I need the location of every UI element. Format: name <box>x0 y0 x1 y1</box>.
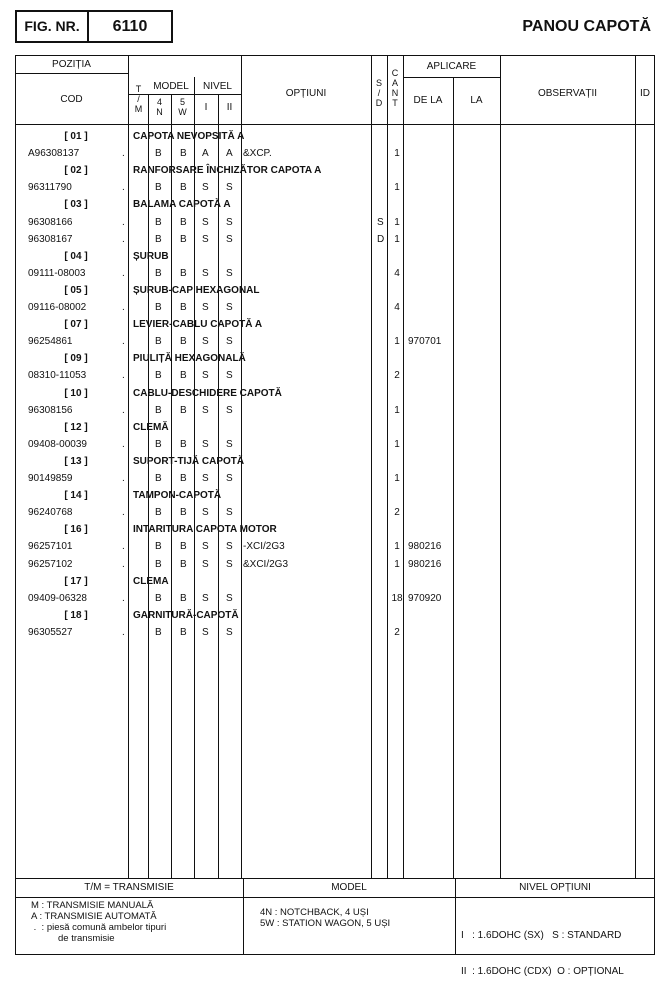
quantity-cell: 1 <box>394 558 400 570</box>
transmission-cell: . <box>122 302 125 313</box>
transmission-cell: . <box>122 336 125 348</box>
page-title: PANOU CAPOTĂ <box>522 18 651 35</box>
nivel-1-cell: S <box>202 592 209 604</box>
transmission-cell: . <box>122 473 125 484</box>
model-5w-cell: B <box>180 267 187 279</box>
group-name: CABLU-DESCHIDERE CAPOTĂ <box>133 387 282 399</box>
part-code: 96308156 <box>28 404 73 416</box>
model-4n-cell: B <box>155 507 162 519</box>
footer-tm-title: T/M = TRANSMISIE <box>84 882 174 893</box>
group-row <box>16 350 654 367</box>
table-row <box>16 538 654 555</box>
quantity-cell: 2 <box>394 507 400 519</box>
quantity-cell: 4 <box>394 302 400 313</box>
group-row <box>16 248 654 265</box>
nivel-2-cell: A <box>226 148 233 160</box>
group-name: CAPOTA NEVOPSITĂ A <box>133 131 245 142</box>
nivel-2-cell: S <box>226 370 233 382</box>
model-5w-cell: B <box>180 404 187 416</box>
part-code: 96257101 <box>28 541 73 553</box>
group-row <box>16 282 654 299</box>
header-pozitia: POZIȚIA <box>52 59 91 70</box>
model-5w-cell: B <box>180 302 187 313</box>
nivel-1-cell: S <box>202 507 209 519</box>
nivel-1-cell: S <box>202 216 209 228</box>
group-name: CLEMA <box>133 575 169 587</box>
group-position: [ 18 ] <box>64 609 88 621</box>
group-name: SUPORT-TIJĂ CAPOTĂ <box>133 455 245 467</box>
nivel-1-cell: S <box>202 404 209 416</box>
group-position: [ 10 ] <box>64 387 88 399</box>
model-4n-cell: B <box>155 336 162 348</box>
model-4n-cell: B <box>155 592 162 604</box>
nivel-1-cell: S <box>202 541 209 553</box>
quantity-cell: 1 <box>394 148 400 160</box>
table-row <box>16 402 654 419</box>
from-date-cell: 980216 <box>408 541 442 553</box>
options-cell: &XCP. <box>243 148 272 160</box>
header-id: ID <box>640 88 650 99</box>
side-cell: D <box>377 233 385 245</box>
group-name: ȘURUB <box>133 250 169 262</box>
model-4n-cell: B <box>155 267 162 279</box>
side-cell: S <box>377 216 384 228</box>
part-code: 09409-06328 <box>28 592 87 604</box>
header-model-5w: 5 W <box>178 97 187 117</box>
group-position: [ 01 ] <box>64 131 88 142</box>
model-4n-cell: B <box>155 541 162 553</box>
group-name: GARNITURĂ-CAPOTĂ <box>133 609 239 621</box>
from-date-cell: 970701 <box>408 336 442 348</box>
nivel-2-cell: S <box>226 438 233 450</box>
group-name: PIULIȚĂ HEXAGONALĂ <box>133 353 246 365</box>
group-row <box>16 316 654 333</box>
part-code: 96308166 <box>28 216 73 228</box>
model-5w-cell: B <box>180 233 187 245</box>
nivel-2-cell: S <box>226 302 233 313</box>
part-code: 90149859 <box>28 473 73 484</box>
nivel-1-cell: A <box>202 148 209 160</box>
group-position: [ 13 ] <box>64 455 88 467</box>
group-row <box>16 196 654 213</box>
group-position: [ 14 ] <box>64 490 88 502</box>
transmission-cell: . <box>122 626 125 638</box>
table-row <box>16 333 654 350</box>
model-4n-cell: B <box>155 473 162 484</box>
header-model-4n: 4 N <box>156 97 163 117</box>
group-position: [ 04 ] <box>64 250 88 262</box>
transmission-cell: . <box>122 592 125 604</box>
footer-model-title: MODEL <box>331 882 367 893</box>
transmission-cell: . <box>122 507 125 519</box>
part-code: A96308137 <box>28 148 80 160</box>
options-cell: &XCI/2G3 <box>243 558 289 570</box>
nivel-2-cell: S <box>226 216 233 228</box>
options-cell: -XCI/2G3 <box>243 541 285 553</box>
model-4n-cell: B <box>155 148 162 160</box>
group-position: [ 03 ] <box>64 199 88 211</box>
transmission-cell: . <box>122 267 125 279</box>
part-code: 96305527 <box>28 626 73 638</box>
footer-tm-legend: M : TRANSMISIE MANUALĂ A : TRANSMISIE AUTOMATĂ . : piesă comună ambelor tipuri de transmisie <box>31 900 167 944</box>
model-5w-cell: B <box>180 370 187 382</box>
nivel-1-cell: S <box>202 233 209 245</box>
quantity-cell: 1 <box>394 182 400 194</box>
quantity-cell: 1 <box>394 404 400 416</box>
model-4n-cell: B <box>155 182 162 194</box>
model-5w-cell: B <box>180 626 187 638</box>
group-name: RANFORSARE ÎNCHIZĂTOR CAPOTA A <box>133 165 322 177</box>
part-code: 96254861 <box>28 336 73 348</box>
transmission-cell: . <box>122 182 125 194</box>
model-5w-cell: B <box>180 148 187 160</box>
group-position: [ 07 ] <box>64 319 88 331</box>
part-code: 96308167 <box>28 233 73 245</box>
model-5w-cell: B <box>180 473 187 484</box>
model-4n-cell: B <box>155 370 162 382</box>
group-row <box>16 607 654 624</box>
header-optiuni: OPȚIUNI <box>285 88 327 99</box>
header-nivel-1: I <box>204 102 208 113</box>
group-row <box>16 521 654 538</box>
model-5w-cell: B <box>180 507 187 519</box>
footer-nivel-legend: I : 1.6DOHC (SX) S : STANDARD II : 1.6DOHC (CDX) O : OPȚIONAL <box>461 930 624 977</box>
model-5w-cell: B <box>180 541 187 553</box>
quantity-cell: 1 <box>394 541 400 553</box>
quantity-cell: 1 <box>394 473 400 484</box>
model-5w-cell: B <box>180 558 187 570</box>
quantity-cell: 18 <box>391 592 403 604</box>
nivel-2-cell: S <box>226 592 233 604</box>
nivel-2-cell: S <box>226 267 233 279</box>
transmission-cell: . <box>122 148 125 160</box>
nivel-2-cell: S <box>226 336 233 348</box>
group-position: [ 02 ] <box>64 165 88 177</box>
table-row <box>16 367 654 384</box>
group-position: [ 12 ] <box>64 421 88 433</box>
model-5w-cell: B <box>180 216 187 228</box>
nivel-2-cell: S <box>226 507 233 519</box>
transmission-cell: . <box>122 233 125 245</box>
transmission-cell: . <box>122 541 125 553</box>
quantity-cell: 1 <box>394 216 400 228</box>
transmission-cell: . <box>122 404 125 416</box>
nivel-1-cell: S <box>202 336 209 348</box>
nivel-1-cell: S <box>202 370 209 382</box>
nivel-2-cell: S <box>226 233 233 245</box>
table-row <box>16 231 654 248</box>
model-5w-cell: B <box>180 182 187 194</box>
quantity-cell: 4 <box>394 267 400 279</box>
table-row <box>16 624 654 641</box>
part-code: 09408-00039 <box>28 438 87 450</box>
part-code: 96257102 <box>28 558 73 570</box>
table-row <box>16 504 654 521</box>
group-row <box>16 453 654 470</box>
nivel-1-cell: S <box>202 473 209 484</box>
from-date-cell: 980216 <box>408 558 442 570</box>
table-row <box>16 214 654 231</box>
nivel-2-cell: S <box>226 473 233 484</box>
group-row <box>16 128 654 145</box>
group-row <box>16 487 654 504</box>
group-name: BALAMA CAPOTĂ A <box>133 199 231 211</box>
model-4n-cell: B <box>155 233 162 245</box>
figure-label: FIG. NR. <box>17 12 89 41</box>
model-4n-cell: B <box>155 302 162 313</box>
group-position: [ 09 ] <box>64 353 88 365</box>
header-cod: COD <box>60 94 83 105</box>
header-cant: C A N T <box>391 68 399 108</box>
part-code: 09111-08003 <box>28 267 86 279</box>
nivel-1-cell: S <box>202 302 209 313</box>
figure-number: 6110 <box>112 18 148 35</box>
transmission-cell: . <box>122 216 125 228</box>
group-position: [ 16 ] <box>64 524 88 536</box>
table-row <box>16 299 654 316</box>
nivel-1-cell: S <box>202 558 209 570</box>
header-la: LA <box>470 95 483 106</box>
model-4n-cell: B <box>155 626 162 638</box>
group-name: CLEMĂ <box>133 421 169 433</box>
group-name: ȘURUB-CAP HEXAGONAL <box>133 284 260 296</box>
quantity-cell: 1 <box>394 233 400 245</box>
quantity-cell: 1 <box>394 438 400 450</box>
group-row <box>16 419 654 436</box>
group-row <box>16 573 654 590</box>
group-position: [ 17 ] <box>64 575 88 587</box>
model-5w-cell: B <box>180 336 187 348</box>
quantity-cell: 2 <box>394 370 400 382</box>
header-tm: T / M <box>134 84 143 114</box>
transmission-cell: . <box>122 370 125 382</box>
header-nivel-2: II <box>226 102 233 113</box>
part-code: 96311790 <box>28 182 72 194</box>
footer-nivel-title: NIVEL OPȚIUNI <box>519 882 591 893</box>
part-code: 09116-08002 <box>28 302 87 313</box>
footer-model-legend: 4N : NOTCHBACK, 4 UȘI 5W : STATION WAGON, 5 UȘI <box>260 907 391 929</box>
header-nivel: NIVEL <box>203 81 232 92</box>
table-row <box>16 590 654 607</box>
from-date-cell: 970920 <box>408 592 442 604</box>
group-row <box>16 162 654 179</box>
quantity-cell: 2 <box>394 626 400 638</box>
model-4n-cell: B <box>155 216 162 228</box>
nivel-1-cell: S <box>202 626 209 638</box>
model-5w-cell: B <box>180 592 187 604</box>
table-row <box>16 436 654 453</box>
group-position: [ 05 ] <box>64 284 88 296</box>
header-observatii: OBSERVAȚII <box>537 88 598 99</box>
nivel-2-cell: S <box>226 404 233 416</box>
table-row <box>16 179 654 196</box>
nivel-1-cell: S <box>202 438 209 450</box>
transmission-cell: . <box>122 558 125 570</box>
nivel-2-cell: S <box>226 626 233 638</box>
group-name: INTARITURA CAPOTA MOTOR <box>133 524 277 536</box>
header-de-la: DE LA <box>413 95 443 106</box>
header-aplicare: APLICARE <box>426 61 477 72</box>
nivel-2-cell: S <box>226 182 233 194</box>
quantity-cell: 1 <box>394 336 400 348</box>
nivel-1-cell: S <box>202 267 209 279</box>
table-row <box>16 556 654 573</box>
table-row <box>16 145 654 162</box>
nivel-1-cell: S <box>202 182 209 194</box>
group-name: LEVIER-CABLU CAPOTĂ A <box>133 319 263 331</box>
table-row <box>16 470 654 487</box>
header-sd: S / D <box>375 78 383 108</box>
model-5w-cell: B <box>180 438 187 450</box>
nivel-2-cell: S <box>226 541 233 553</box>
model-4n-cell: B <box>155 558 162 570</box>
nivel-2-cell: S <box>226 558 233 570</box>
model-4n-cell: B <box>155 438 162 450</box>
group-name: TAMPON-CAPOTĂ <box>133 490 222 502</box>
part-code: 96240768 <box>28 507 73 519</box>
table-row <box>16 265 654 282</box>
header-model: MODEL <box>153 81 189 92</box>
group-row <box>16 385 654 402</box>
part-code: 08310-11053 <box>28 370 87 382</box>
model-4n-cell: B <box>155 404 162 416</box>
transmission-cell: . <box>122 438 125 450</box>
